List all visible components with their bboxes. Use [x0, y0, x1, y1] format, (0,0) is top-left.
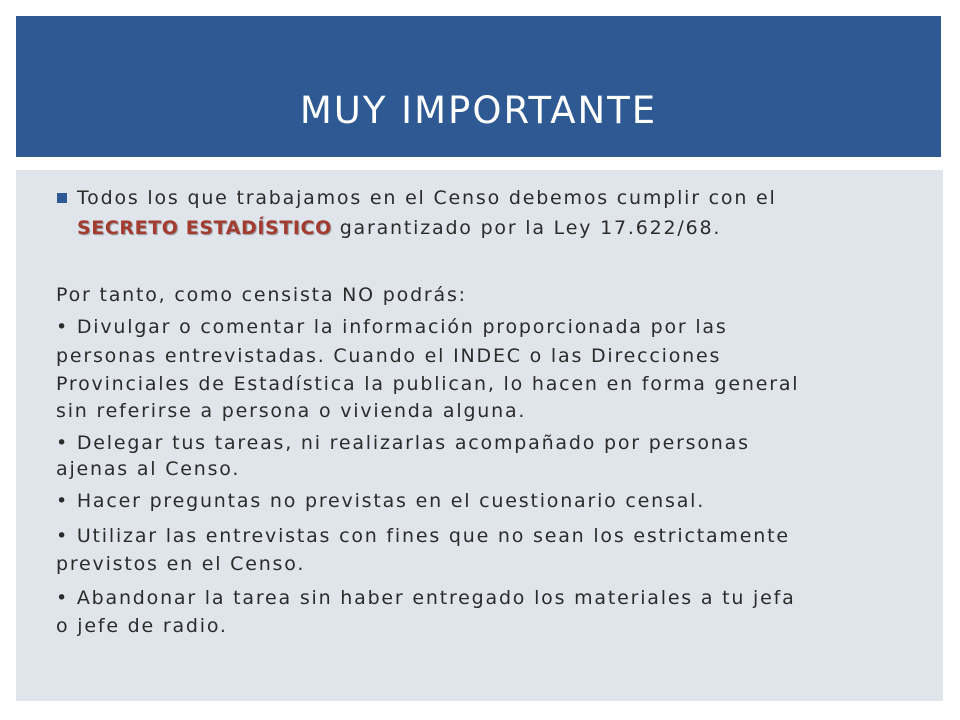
square-bullet-icon [57, 193, 67, 203]
bullet-line-2-rest: garantizado por la Ley 17.622/68. [331, 217, 722, 239]
bullet-line-1: Todos los que trabajamos en el Censo debemos cumplir con el [77, 187, 777, 209]
list-item-1-line-1: • Divulgar o comentar la información proporcionada por las [56, 316, 728, 338]
list-item-1-line-4: sin referirse a persona o vivienda alguna. [56, 400, 527, 422]
list-item-4-line-1: • Utilizar las entrevistas con fines que no sean los estrictamente [56, 525, 790, 547]
list-item-4-line-2: previstos en el Censo. [56, 553, 306, 575]
secreto-estadistico-highlight: SECRETO ESTADÍSTICO [77, 217, 332, 239]
bullet-line-2 [77, 216, 721, 240]
list-item-5-line-1: • Abandonar la tarea sin haber entregado los materiales a tu jefa [56, 587, 796, 609]
list-item-1-line-3: Provinciales de Estadística la publican, lo hacen en forma general [56, 373, 800, 395]
list-item-3-line-1: • Hacer preguntas no previstas en el cuestionario censal. [56, 490, 706, 512]
title-banner [16, 16, 941, 157]
list-item-1-line-2: personas entrevistadas. Cuando el INDEC o las Direcciones [56, 345, 722, 367]
list-item-5-line-2: o jefe de radio. [56, 615, 228, 637]
list-item-2-line-1: • Delegar tus tareas, ni realizarlas acompañado por personas [56, 432, 750, 454]
list-item-2-line-2: ajenas al Censo. [56, 458, 241, 480]
intro-text: Por tanto, como censista NO podrás: [56, 284, 467, 306]
slide-title: MUY IMPORTANTE [299, 89, 658, 132]
